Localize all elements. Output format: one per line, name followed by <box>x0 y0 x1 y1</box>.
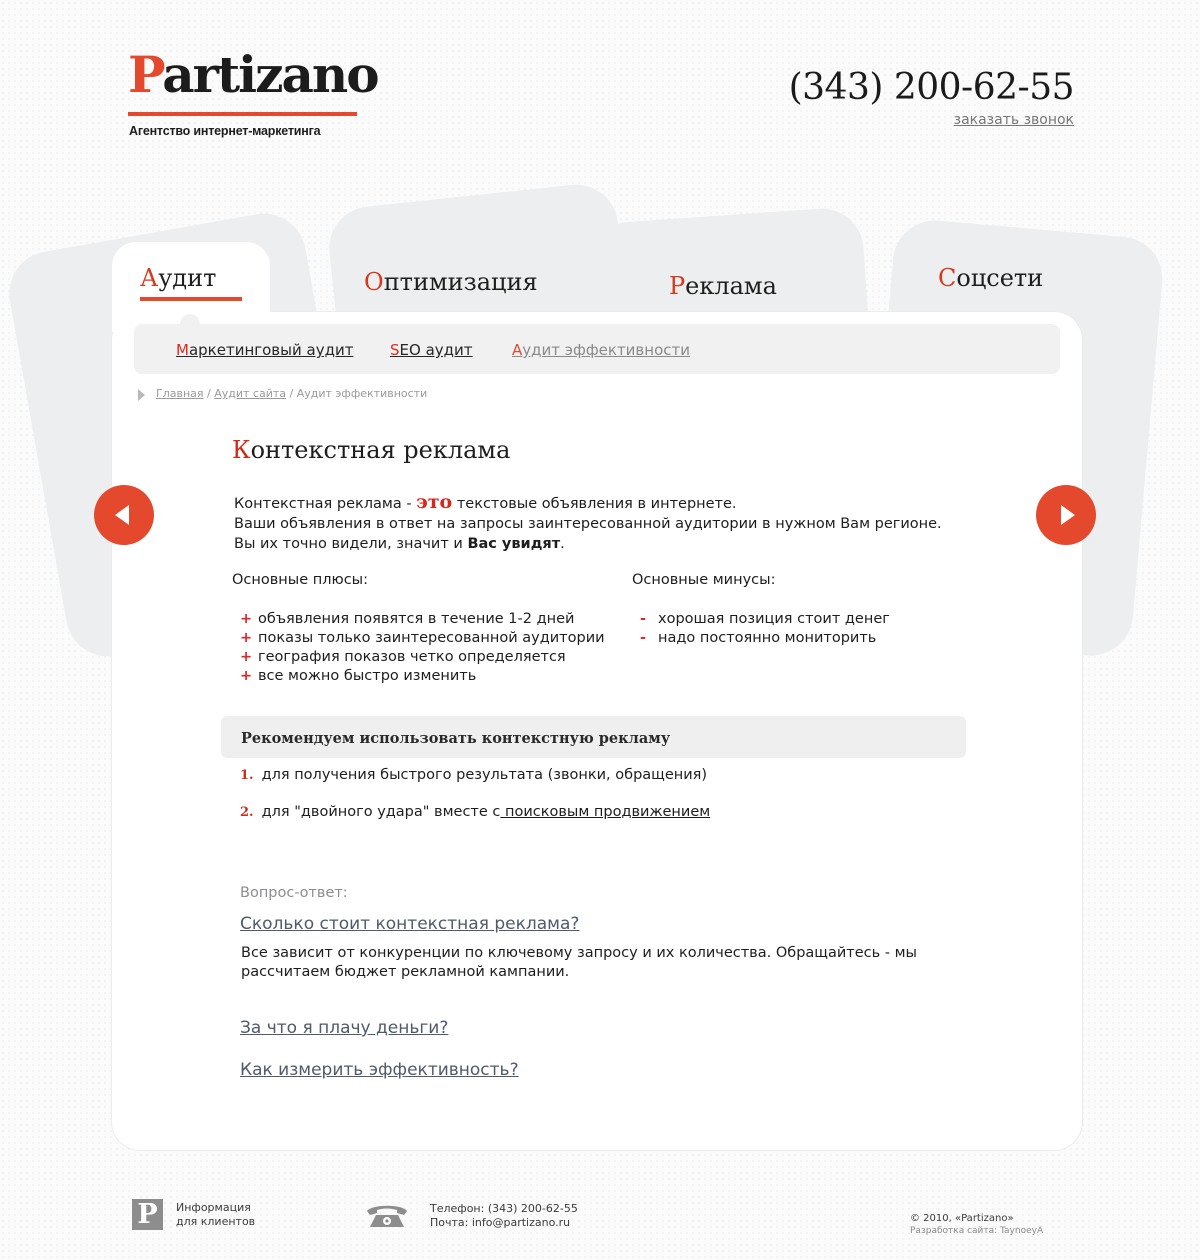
tab-social[interactable] <box>938 264 1043 292</box>
footer-logo-icon[interactable]: P <box>132 1199 163 1230</box>
recommend-number: 2. <box>240 805 254 820</box>
submenu-efficiency-audit[interactable] <box>512 341 690 359</box>
logo-underline <box>128 112 357 116</box>
submenu-label: аркетинговый аудит <box>188 341 354 359</box>
title-first-letter: К <box>232 436 251 464</box>
submenu-label: EO аудит <box>399 341 473 359</box>
list-item <box>240 648 605 667</box>
tab-first-letter: О <box>364 268 384 296</box>
list-item <box>640 610 890 629</box>
plus-icon: + <box>240 649 253 665</box>
submenu-first-letter: А <box>512 341 523 359</box>
footer-phone: Телефон: (343) 200-62-55 <box>430 1202 578 1215</box>
tab-advertising[interactable] <box>669 272 777 300</box>
faq-question-link[interactable]: Как измерить эффективность? <box>240 1060 519 1080</box>
logo[interactable] <box>128 45 378 104</box>
copyright-text: © 2010, «Partizano» <box>910 1213 1014 1224</box>
tab-label: еклама <box>685 272 777 300</box>
seo-promotion-link[interactable]: поисковым продвижением <box>500 804 711 820</box>
list-item <box>240 629 605 648</box>
logo-first-letter: P <box>128 45 163 104</box>
developer-credit[interactable]: Разработка сайта: TaynoeyA <box>910 1226 1044 1236</box>
cons-title: Основные минусы: <box>632 572 776 588</box>
active-tab-underline <box>140 297 242 301</box>
header-phone: (343) 200-62-55 <box>788 67 1074 108</box>
tab-first-letter: А <box>140 264 159 292</box>
cons-list <box>640 610 890 648</box>
telephone-icon <box>364 1202 410 1234</box>
intro-highlight: это <box>416 491 453 513</box>
list-item-text: объявления появятся в течение 1-2 дней <box>258 611 575 627</box>
next-arrow-button[interactable] <box>1036 485 1096 545</box>
list-item-text: география показов четко определяется <box>258 649 566 665</box>
breadcrumb-section[interactable]: Аудит сайта <box>214 387 286 400</box>
recommend-number: 1. <box>240 768 254 783</box>
arrow-left-icon <box>94 485 154 545</box>
recommend-text: для "двойного удара" вместе с <box>261 804 501 820</box>
list-item <box>240 667 605 686</box>
faq-question-link[interactable]: За что я плачу деньги? <box>240 1018 449 1038</box>
minus-icon: - <box>640 630 647 646</box>
tab-audit[interactable] <box>140 264 216 292</box>
footer-info-line: для клиентов <box>176 1215 256 1228</box>
intro-line-3 <box>234 534 942 554</box>
faq-question-link[interactable]: Сколько стоит контекстная реклама? <box>240 914 580 934</box>
list-item-text: показы только заинтересованной аудитории <box>258 630 605 646</box>
pros-list <box>240 610 605 686</box>
list-item <box>240 610 605 629</box>
title-rest: онтекстная реклама <box>250 436 511 464</box>
arrow-right-icon <box>1036 485 1096 545</box>
breadcrumb <box>156 387 427 400</box>
faq-label: Вопрос-ответ: <box>240 885 348 901</box>
submenu-first-letter: М <box>176 341 189 359</box>
breadcrumb-home[interactable]: Главная <box>156 387 204 400</box>
intro-text-part: Контекстная реклама - <box>234 496 417 512</box>
intro-text-part: . <box>560 536 565 552</box>
tab-first-letter: С <box>938 264 957 292</box>
plus-icon: + <box>240 611 253 627</box>
breadcrumb-separator: / <box>203 387 215 400</box>
recommend-item <box>240 804 710 820</box>
breadcrumb-current: Аудит эффективности <box>296 387 428 400</box>
callback-link[interactable]: заказать звонок <box>953 112 1074 128</box>
intro-bold: Вас увидят <box>467 536 561 552</box>
submenu-label: удит эффективности <box>522 341 690 359</box>
intro-line-1 <box>234 492 942 514</box>
plus-icon: + <box>240 630 253 646</box>
faq-answer: Все зависит от конкуренции по ключевому запросу и их количества. Обращайтесь - мы рассчитаем бюджет рекламной кампании. <box>241 945 917 980</box>
intro-text <box>234 492 942 554</box>
tab-first-letter: Р <box>669 272 686 300</box>
intro-text-part: Вы их точно видели, значит и <box>234 536 468 552</box>
recommend-item <box>240 767 707 783</box>
submenu-first-letter: S <box>390 341 400 359</box>
breadcrumb-arrow-icon <box>138 389 145 401</box>
footer-info-line: Информация <box>176 1201 251 1214</box>
pros-title: Основные плюсы: <box>232 572 369 588</box>
logo-rest: artizano <box>162 45 378 104</box>
list-item-text: надо постоянно мониторить <box>658 630 877 646</box>
footer-contacts <box>430 1202 578 1230</box>
plus-icon: + <box>240 668 253 684</box>
intro-line-2: Ваши объявления в ответ на запросы заинтересованной аудитории в нужном Вам регионе. <box>234 516 942 532</box>
tab-label: птимизация <box>383 268 538 296</box>
recommend-title: Рекомендуем использовать контекстную рекламу <box>241 730 671 747</box>
footer-copyright <box>910 1212 1043 1238</box>
submenu-marketing-audit[interactable] <box>176 341 353 359</box>
list-item-text: все можно быстро изменить <box>258 668 477 684</box>
submenu-seo-audit[interactable] <box>390 341 473 359</box>
page-title <box>232 436 510 464</box>
list-item <box>640 629 890 648</box>
tab-label: оцсети <box>956 264 1044 292</box>
breadcrumb-separator: / <box>286 387 297 400</box>
footer-client-info-link[interactable] <box>176 1201 276 1229</box>
footer-email[interactable]: Почта: info@partizano.ru <box>430 1216 571 1229</box>
tab-optimization[interactable] <box>364 268 538 296</box>
tab-label: удит <box>158 264 217 292</box>
list-item-text: хорошая позиция стоит денег <box>658 611 890 627</box>
recommend-text: для получения быстрого результата (звонки, обращения) <box>261 767 708 783</box>
logo-tagline: Агентство интернет-маркетинга <box>129 124 321 138</box>
minus-icon: - <box>640 611 647 627</box>
intro-text-part: текстовые объявления в интернете. <box>452 496 737 512</box>
prev-arrow-button[interactable] <box>94 485 154 545</box>
